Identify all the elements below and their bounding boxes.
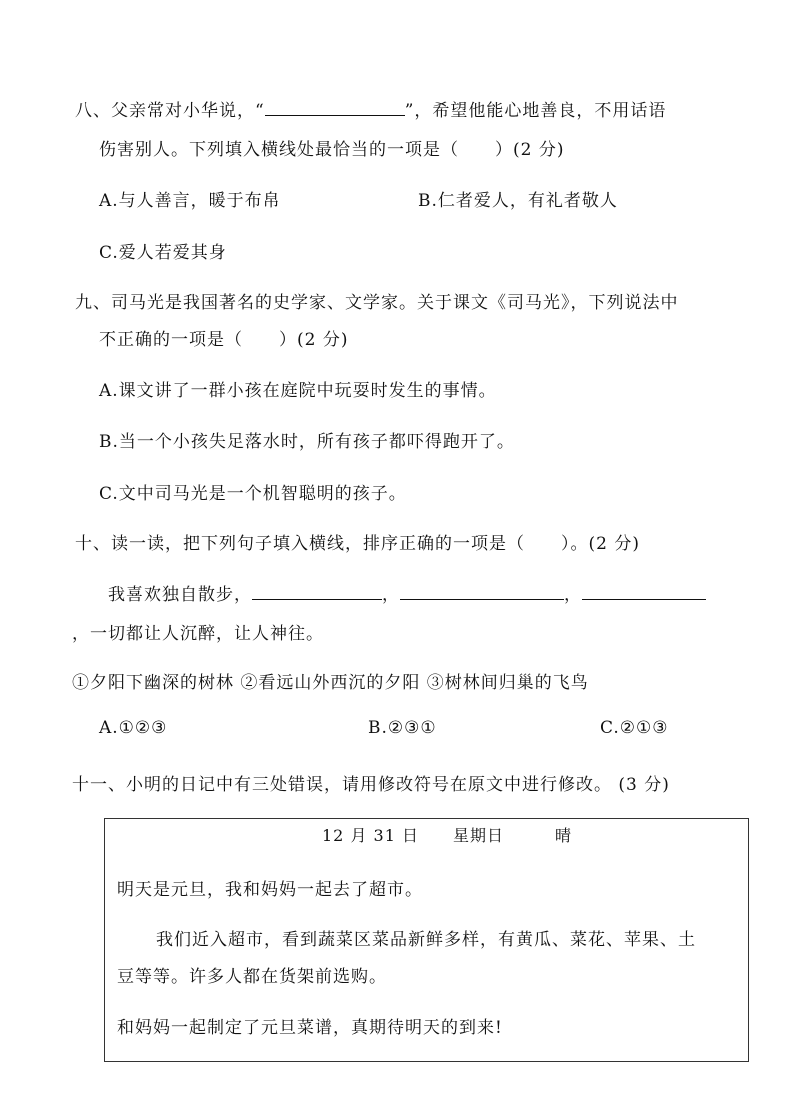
q10-blank-1[interactable]	[252, 581, 382, 600]
q9-stem-line1: 九、司马光是我国著名的史学家、文学家。关于课文《司马光》，下列说法中	[75, 293, 679, 313]
q9-option-a[interactable]: A.课文讲了一群小孩在庭院中玩耍时发生的事情。	[99, 381, 497, 401]
q8-stem-line2: 伤害别人。下列填入横线处最恰当的一项是（ ）(2 分)	[99, 140, 565, 160]
q8-option-c[interactable]: C.爱人若爱其身	[99, 243, 227, 263]
q9-option-b[interactable]: B.当一个小孩失足落水时，所有孩子都吓得跑开了。	[99, 432, 515, 452]
diary-paragraph-1[interactable]: 明天是元旦，我和妈妈一起去了超市。	[117, 880, 423, 900]
q9-stem-line2: 不正确的一项是（ ）(2 分)	[99, 330, 349, 350]
q10-stem: 十、读一读，把下列句子填入横线，排序正确的一项是（ ）。(2 分)	[75, 534, 640, 554]
q10-sentence-end: ，一切都让人沉醉，让人神往。	[72, 624, 324, 644]
q10-option-a[interactable]: A.①②③	[99, 718, 168, 738]
q10-blank-3[interactable]	[582, 581, 706, 600]
q10-sentence-start: 我喜欢独自散步，	[108, 585, 252, 605]
q8-stem-part2: ”，希望他能心地善良，不用话语	[404, 101, 667, 121]
q8-option-b[interactable]: B.仁者爱人，有礼者敬人	[418, 191, 618, 211]
q10-items: ①夕阳下幽深的树林 ②看远山外西沉的夕阳 ③树林间归巢的飞鸟	[72, 673, 589, 693]
q11-stem: 十一、小明的日记中有三处错误，请用修改符号在原文中进行修改。 (3 分)	[72, 775, 670, 795]
q9-option-c[interactable]: C.文中司马光是一个机智聪明的孩子。	[99, 484, 407, 504]
diary-date: 12 月 31 日 星期日 晴	[322, 826, 572, 845]
diary-paragraph-2-line2[interactable]: 豆等等。许多人都在货架前选购。	[117, 967, 387, 987]
q10-comma-1: ，	[382, 585, 400, 605]
q8-stem-part1: 八、父亲常对小华说，“	[75, 101, 265, 121]
diary-paragraph-2-line1[interactable]: 我们近入超市，看到蔬菜区菜品新鲜多样，有黄瓜、菜花、苹果、土	[156, 930, 696, 950]
q10-blank-2[interactable]	[400, 581, 564, 600]
q10-option-c[interactable]: C.②①③	[600, 718, 669, 738]
q8-answer-blank[interactable]	[265, 97, 405, 116]
diary-paragraph-3[interactable]: 和妈妈一起制定了元旦菜谱，真期待明天的到来!	[117, 1018, 503, 1038]
q10-sentence-line1	[108, 580, 706, 605]
q8-option-a[interactable]: A.与人善言，暖于布帛	[99, 191, 281, 211]
q10-comma-2: ，	[564, 585, 582, 605]
q8-stem-line1	[75, 96, 666, 121]
q10-option-b[interactable]: B.②③①	[368, 718, 437, 738]
